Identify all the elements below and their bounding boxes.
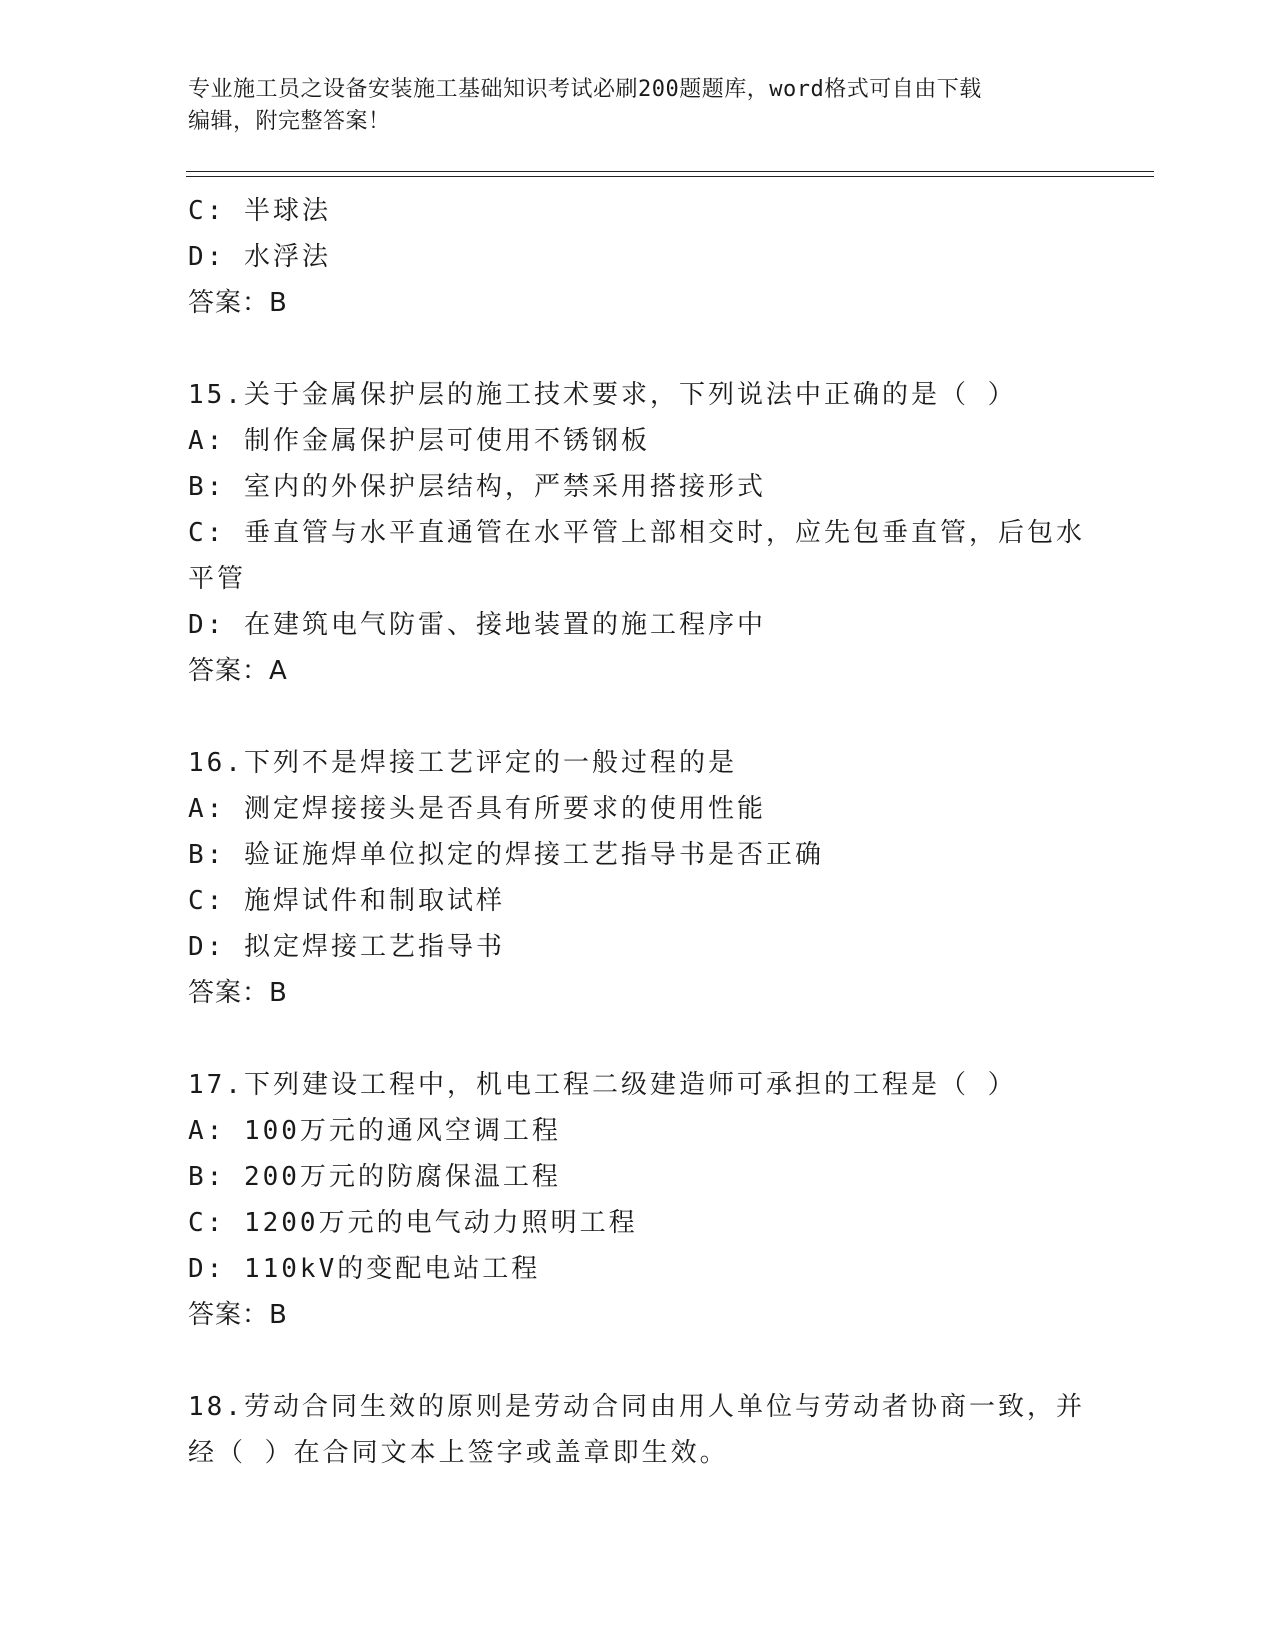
question-17 [188,1062,1088,1338]
option-b: B: 验证施焊单位拟定的焊接工艺指导书是否正确 [188,840,824,870]
header-title-line-2: 编辑，附完整答案！ [188,109,391,134]
option-b: B: 室内的外保护层结构，严禁采用搭接形式 [188,472,766,502]
question-18 [188,1384,1088,1476]
option-d: D: 拟定焊接工艺指导书 [188,932,505,962]
spacer [188,1016,1088,1062]
document-body [188,188,1088,1476]
option-d: D: 在建筑电气防雷、接地装置的施工程序中 [188,610,766,640]
question-15 [188,372,1088,694]
answer-line: 答案：B [188,288,288,318]
option-c: C: 施焊试件和制取试样 [188,886,505,916]
document-header [188,74,1088,138]
option-c: C: 垂直管与水平直通管在水平管上部相交时，应先包垂直管，后包水平管 [188,518,1085,594]
spacer [188,1338,1088,1384]
header-rule-bottom [186,176,1154,177]
answer-line: 答案：B [188,1300,288,1330]
question-14-tail [188,188,1088,326]
header-title-line-1: 专业施工员之设备安装施工基础知识考试必刷200题题库，word格式可自由下载 [188,77,982,102]
answer-line: 答案：A [188,656,288,686]
option-d: D: 110kV的变配电站工程 [188,1254,541,1284]
spacer [188,694,1088,740]
option-c: C: 半球法 [188,196,331,226]
header-rule-top [186,171,1154,172]
answer-line: 答案：B [188,978,288,1008]
question-16 [188,740,1088,1016]
option-d: D: 水浮法 [188,242,331,272]
question-stem: 17.下列建设工程中，机电工程二级建造师可承担的工程是（ ） [188,1070,1017,1100]
option-a: A: 制作金属保护层可使用不锈钢板 [188,426,650,456]
question-stem: 18.劳动合同生效的原则是劳动合同由用人单位与劳动者协商一致，并经（ ）在合同文本上签字或盖章即生效。 [188,1392,1085,1468]
option-a: A: 100万元的通风空调工程 [188,1116,561,1146]
question-stem: 15.关于金属保护层的施工技术要求，下列说法中正确的是（ ） [188,380,1017,410]
option-c: C: 1200万元的电气动力照明工程 [188,1208,638,1238]
spacer [188,326,1088,372]
option-b: B: 200万元的防腐保温工程 [188,1162,561,1192]
question-stem: 16.下列不是焊接工艺评定的一般过程的是 [188,748,737,778]
option-a: A: 测定焊接接头是否具有所要求的使用性能 [188,794,766,824]
